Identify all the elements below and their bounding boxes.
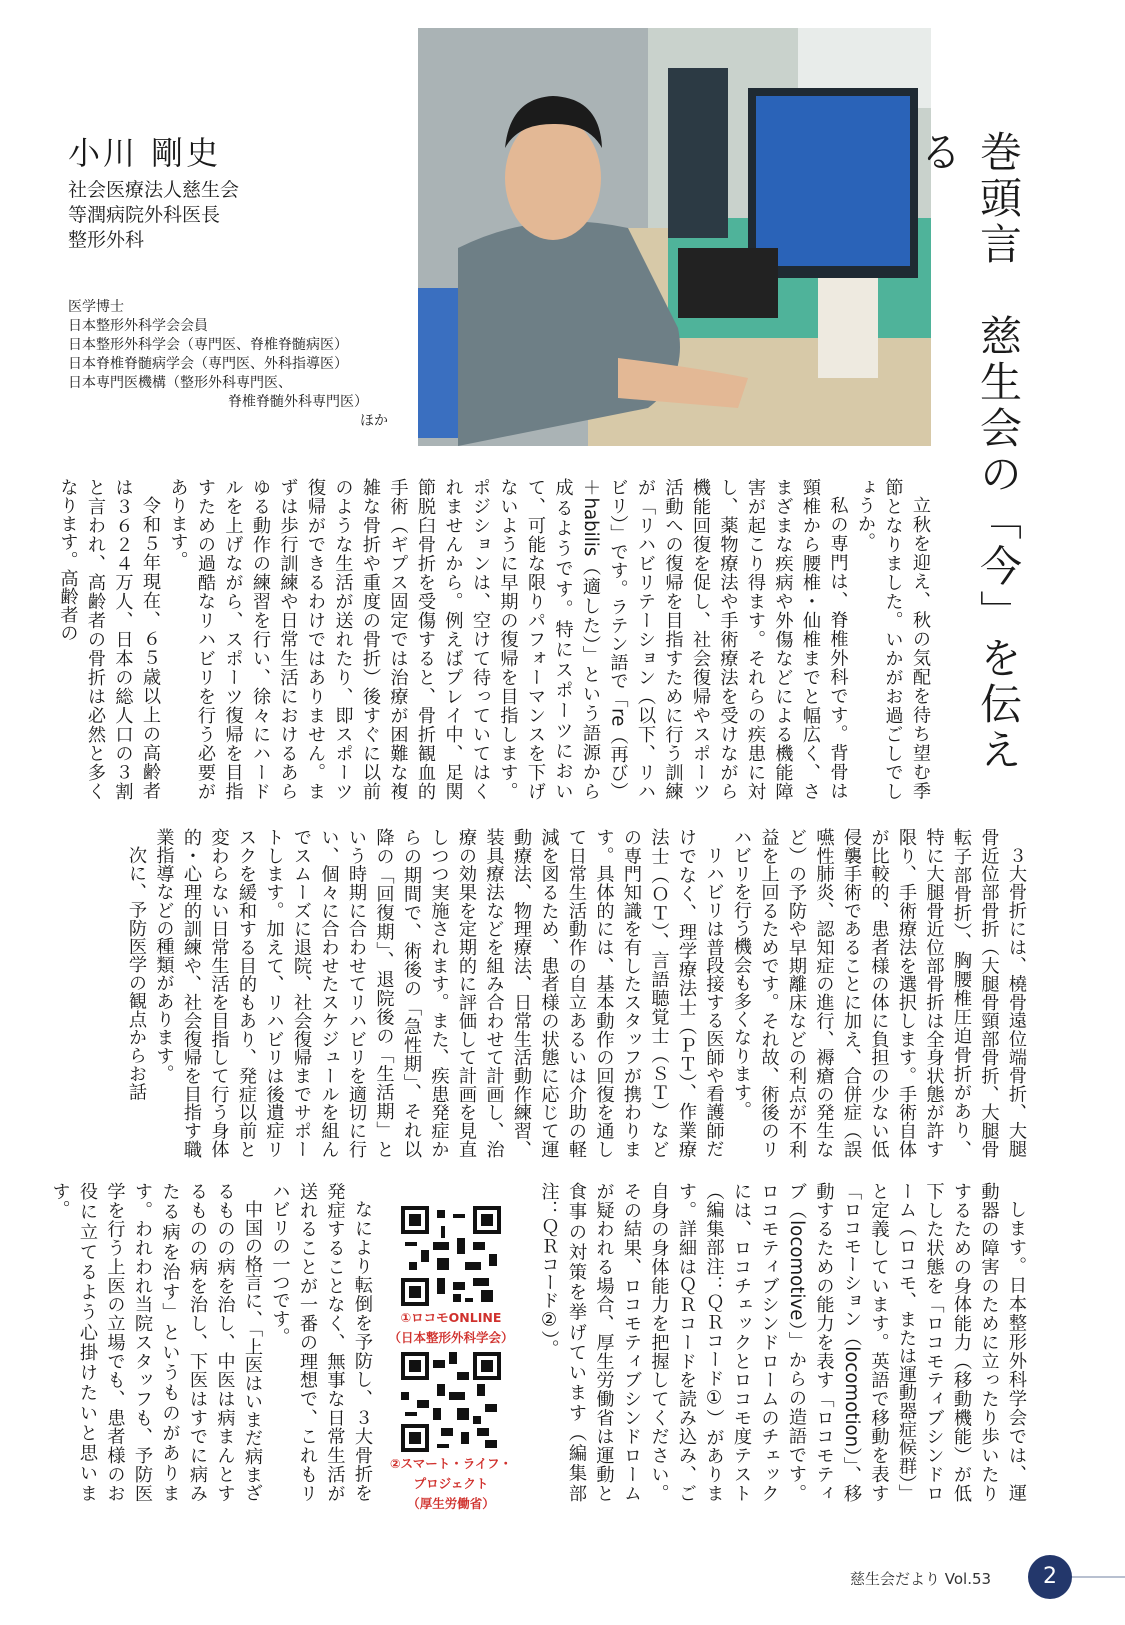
body-paragraph: ３大骨折には、橈骨遠位端骨折、大腿骨近位部骨折（大腿骨頸部骨折、大腿骨転子部骨折）、胸腰椎圧迫骨折があり、特に大腿骨近位部骨折は全身状態が許す限り、手術療法を選択します。手術自体が比較的、患者様の体に負担の少ない低侵襲手術であることに加え、合併症（誤嚥性肺炎、認知症の進行、褥瘡の発生など）の予防や早期離床などの利点が不利益を上回るためです。それ故、術後のリハビリを行う機会も多くなります。: [731, 828, 1027, 1158]
affiliation-line: 等潤病院外科医長: [68, 204, 221, 226]
credential-line: 日本脊椎脊髄病学会（専門医、外科指導医）: [68, 356, 348, 372]
page-title: 巻頭言 慈生会の「今」を伝える: [914, 130, 1023, 774]
author-credentials: [68, 298, 398, 431]
qr-code-icon: [401, 1206, 501, 1306]
qr-caption: ①ロコモONLINE: [400, 1310, 502, 1325]
credential-line: 脊椎脊髄外科専門医）: [228, 394, 368, 410]
body-paragraph: なにより転倒を予防し、３大骨折を発症することなく、無事な日常生活が送れることが一番の理想で、これもリハビリの一つです。: [269, 1182, 373, 1502]
qr-caption: （日本整形外科学会）: [388, 1330, 514, 1345]
author-name: 小川 剛史: [68, 134, 222, 172]
body-paragraph: 令和５年現在、６５歳以上の高齢者は３６２４万人、日本の総人口の３割と言われ、高齢者の骨折は必然と多くなります。高齢者の: [57, 478, 161, 800]
body-block-4: [532, 1182, 1030, 1502]
credential-line: 日本整形外科学会会員: [68, 318, 208, 334]
credential-line: 日本整形外科学会（専門医、脊椎脊髄病医）: [68, 337, 348, 353]
credential-line: 医学博士: [68, 299, 124, 315]
footer-divider: [1072, 1576, 1125, 1578]
publication-name: 慈生会だより Vol.53: [850, 1570, 992, 1588]
body-block-1: [57, 478, 934, 800]
body-paragraph: 次に、予防医学の観点からお話: [126, 846, 147, 1101]
qr-locomo-online[interactable]: [388, 1206, 514, 1346]
body-block-3: [49, 1182, 376, 1502]
credential-line: 日本専門医機構（整形外科専門医、: [68, 375, 292, 391]
qr-caption: ②スマート・ライフ・: [389, 1456, 513, 1471]
qr-caption: プロジェクト: [413, 1476, 489, 1491]
body-paragraph: リハビリは普段接する医師や看護師だけでなく、理学療法士（ＰＴ）、作業療法士（ＯＴ）、言語聴覚士（ＳＴ）などの専門知識を有したスタッフが携わります。具体的には、基本動作の回復を通して日常生活動作の自立あるいは介助の軽減を図るため、患者様の状態に応じて運動療法、物理療法、日常生活動作練習、装具療法などを組み合わせて計画し、治療の効果を定期的に評価して計画を見直しつつ実施されます。また、疾患発症からの期間で、術後の「急性期」、それ以降の「回復期」、退院後の「生活期」という時期に合わせてリハビリを適切に行い、個々に合わせたスケジュールを組んでスムーズに退院、社会復帰までサポートします。加えて、リハビリは後遺症リスクを緩和する目的もあり、発症以前と変わらない日常生活を目指して行う身体的・心理的訓練や、社会復帰を目指す職業指導などの種類があります。: [153, 828, 725, 1158]
qr-smart-life-project[interactable]: [388, 1352, 514, 1512]
body-paragraph: 私の専門は、脊椎外科です。背骨は頸椎から腰椎・仙椎までと幅広く、さまざまな疾病や外傷などによる機能障害が起こり得ます。それらの疾患に対し、薬物療法や手術療法を受けながら機能回復を促し、社会復帰やスポーツ活動への復帰を目指すために行う訓練が「リハビリテーション（以下、リハビリ）」です。ラテン語で「re（再び）＋habilis（適した）」という語源から成るようです。特にスポーツにおいて、可能な限りパフォーマンスを下げないように早期の復帰を目指します。ポジションは、空けて待っていてはくれませんから。例えばプレイ中、足関節脱臼骨折を受傷すると、骨折観血的手術（ギプス固定では治療が困難な複雑な骨折や重度の骨折）後すぐに以前のような生活が送れたり、即スポーツ復帰ができるわけではありません。まずは歩行訓練や日常生活におけるあらゆる動作の練習を行い、徐々にハードルを上げながら、スポーツ復帰を目指すための過酷なリハビリを行う必要があります。: [167, 478, 849, 800]
body-block-2: [76, 828, 1030, 1158]
affiliation-line: 社会医療法人慈生会: [68, 179, 240, 201]
qr-caption: （厚生労働省）: [407, 1496, 495, 1511]
author-photo: [418, 28, 931, 446]
qr-code-icon: [401, 1352, 501, 1452]
affiliation-line: 整形外科: [68, 229, 145, 251]
author-affiliation: [68, 178, 239, 253]
page-number: 2: [1028, 1555, 1072, 1599]
body-paragraph: 立秋を迎え、秋の気配を待ち望む季節となりました。いかがお過ごしでしょうか。: [855, 478, 931, 800]
body-paragraph: します。日本整形外科学会では、運動器の障害のために立ったり歩いたりするための身体能力（移動機能）が低下した状態を「ロコモティブシンドローム（ロコモ、または運動器症候群）」と定義しています。英語で移動を表す「ロコモーション（locomotion）」、移動するための能力を表す「ロコモティブ（locomotive）」からの造語です。ロコモティブシンドロームのチェックには、ロコチェックとロコモ度テスト（編集部注：ＱＲコード①）があります。詳細はＱＲコードを読み込み、ご自身の身体能力を把握してください。その結果、ロコモティブシンドロームが疑われる場合、厚生労働省は運動と食事の対策を挙げています（編集部注：ＱＲコード②）。: [538, 1182, 1027, 1502]
body-paragraph: 中国の格言に、「上医はいまだ病まざるものの病を治し、中医は病まんとするものの病を治し、下医はすでに病みたる病を治す」というものがあります。われわれ当院スタッフも、予防医学を行う上医の立場でも、患者様のお役に立てるよう心掛けたいと思います。: [49, 1182, 263, 1502]
credential-line: ほか: [360, 413, 388, 429]
